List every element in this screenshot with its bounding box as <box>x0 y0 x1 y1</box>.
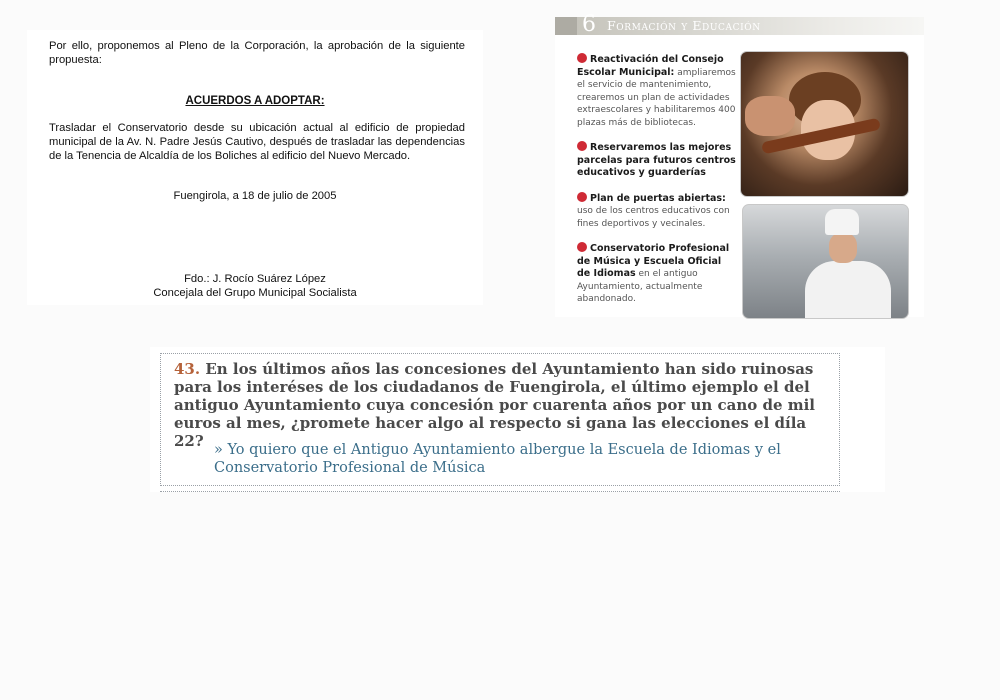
proposal-text: uso de los centros educativos con fines deportivos y vecinales. <box>577 206 730 229</box>
proposal-title: Reservaremos las mejores parcelas para futuros centros educativos y guarderías <box>577 142 736 178</box>
document-signature: Fdo.: J. Rocío Suárez López <box>184 273 326 285</box>
proposal-title: Plan de puertas abiertas: <box>590 192 726 204</box>
bullet-icon <box>577 242 587 252</box>
document-intro: Por ello, proponemos al Pleno de la Corporación, la aprobación de la siguiente propuesta: <box>49 40 465 66</box>
proposal-item <box>577 242 737 306</box>
proposal-title: Conservatorio Profesional de Música y Escuela Oficial de Idiomas <box>577 243 730 279</box>
proposal-title: Reactivación del Consejo Escolar Municipal: <box>577 54 724 78</box>
chef-photo <box>742 204 909 319</box>
divider <box>160 491 840 492</box>
proposal-item <box>577 192 737 231</box>
section-marker <box>555 17 577 35</box>
answer-text: » Yo quiero que el Antiguo Ayuntamiento albergue la Escuela de Idiomas y el Conservatorio Profesional de Música <box>214 442 781 476</box>
proposal-text: en el antiguo Ayuntamiento, actualmente abandonado. <box>577 269 703 304</box>
qa-card <box>150 347 885 492</box>
bullet-icon <box>577 192 587 202</box>
document-body: Trasladar el Conservatorio desde su ubicación actual al edificio de propiedad municipal de la Av. N. Padre Jesús Cautivo, después de trasladar las dependencias de la Tenencia de Alcaldía de los Boliches al edificio del Nuevo Mercado. <box>49 122 465 162</box>
qa-box <box>160 353 840 486</box>
proposal-list <box>577 53 737 318</box>
question-number: 43. <box>174 360 201 378</box>
education-panel <box>555 12 924 317</box>
child-violin-photo <box>740 51 909 197</box>
proposal-item <box>577 53 737 129</box>
question-body: En los últimos años las concesiones del Ayuntamiento han sido ruinosas para los interéses de los ciudadanos de Fuengirola, el último ejemplo el del antiguo Ayuntamiento cuya concesión por cuarenta años por un cano de mil euros al mes, ¿promete hacer algo al respecto si gana las elecciones el díla 22? <box>174 360 816 450</box>
document-signature-role: Concejala del Grupo Municipal Socialista <box>153 287 357 299</box>
document-date: Fuengirola, a 18 de julio de 2005 <box>173 190 337 202</box>
bullet-icon <box>577 53 587 63</box>
proposal-text: ampliaremos el servicio de mantenimiento, crearemos un plan de actividades extraescolares y habilitaremos 400 plazas más de bibliotecas. <box>577 67 736 128</box>
section-title: Formación y Educación <box>607 18 761 33</box>
document-heading: ACUERDOS A ADOPTAR: <box>185 95 325 107</box>
scanned-document <box>27 30 483 305</box>
bullet-icon <box>577 141 587 151</box>
question-text <box>174 360 834 450</box>
section-header-bar <box>555 12 924 37</box>
proposal-item <box>577 141 737 180</box>
section-number: 6 <box>582 12 596 37</box>
